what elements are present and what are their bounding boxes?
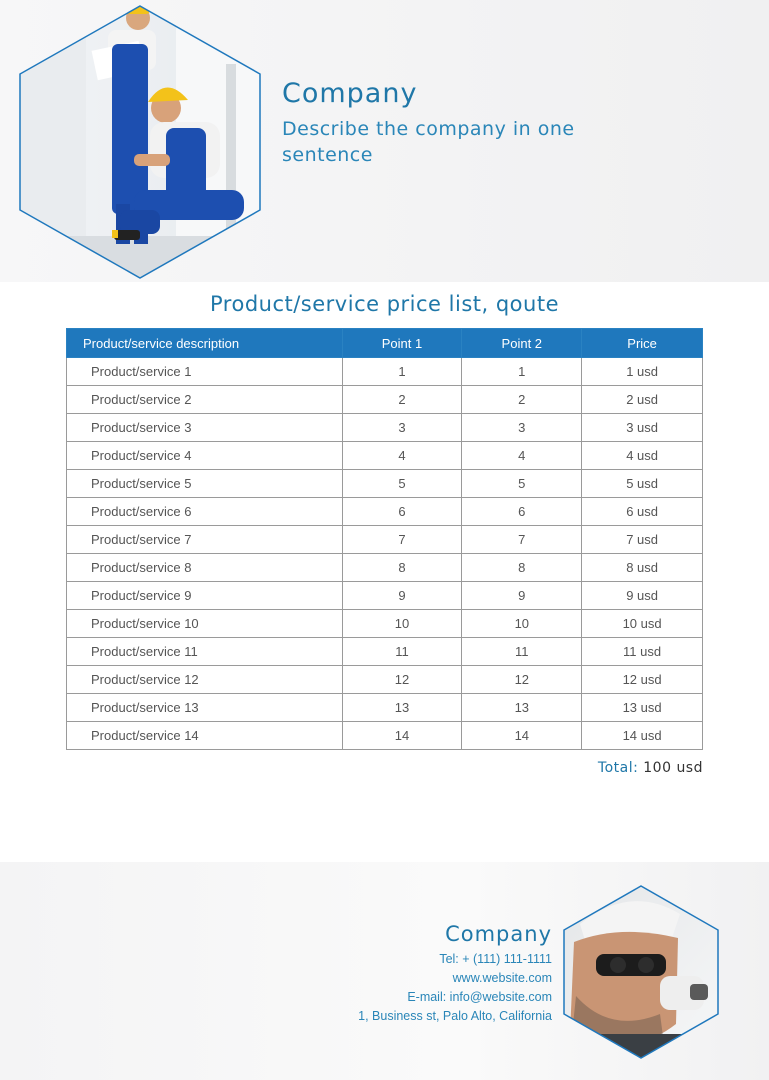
cell-price: 8 usd — [582, 554, 703, 582]
cell-description: Product/service 1 — [67, 358, 343, 386]
cell-point-2: 3 — [462, 414, 582, 442]
table-row — [67, 610, 703, 638]
cell-description: Product/service 12 — [67, 666, 343, 694]
cell-price: 5 usd — [582, 470, 703, 498]
table-row — [67, 414, 703, 442]
price-list-title: Product/service price list, qoute — [210, 292, 559, 316]
table-row — [67, 722, 703, 750]
cell-point-2: 11 — [462, 638, 582, 666]
cell-point-1: 8 — [342, 554, 462, 582]
company-tagline: Describe the company in one sentence — [282, 118, 575, 166]
column-header-price: Price — [582, 329, 703, 358]
cell-price: 12 usd — [582, 666, 703, 694]
cell-description: Product/service 2 — [67, 386, 343, 414]
footer-website: www.website.com — [452, 971, 552, 985]
cell-price: 6 usd — [582, 498, 703, 526]
table-row — [67, 554, 703, 582]
table-row — [67, 638, 703, 666]
column-header-point-2: Point 2 — [462, 329, 582, 358]
total-value: 100 usd — [643, 760, 703, 776]
cell-price: 3 usd — [582, 414, 703, 442]
cell-description: Product/service 8 — [67, 554, 343, 582]
column-header-point-1: Point 1 — [342, 329, 462, 358]
cell-point-1: 13 — [342, 694, 462, 722]
table-row — [67, 666, 703, 694]
cell-point-1: 10 — [342, 610, 462, 638]
footer-address: 1, Business st, Palo Alto, California — [358, 1009, 552, 1023]
footer-phone: Tel: + (111) 111-1111 — [439, 952, 552, 966]
table-row — [67, 470, 703, 498]
cell-description: Product/service 11 — [67, 638, 343, 666]
cell-price: 1 usd — [582, 358, 703, 386]
cell-point-1: 2 — [342, 386, 462, 414]
cell-point-1: 4 — [342, 442, 462, 470]
price-table — [66, 328, 703, 750]
company-name: Company — [282, 78, 418, 109]
cell-price: 7 usd — [582, 526, 703, 554]
cell-point-2: 8 — [462, 554, 582, 582]
cell-description: Product/service 9 — [67, 582, 343, 610]
column-header-description: Product/service description — [67, 329, 343, 358]
cell-point-2: 1 — [462, 358, 582, 386]
table-row — [67, 498, 703, 526]
cell-description: Product/service 6 — [67, 498, 343, 526]
cell-point-1: 6 — [342, 498, 462, 526]
cell-point-1: 1 — [342, 358, 462, 386]
cell-point-1: 7 — [342, 526, 462, 554]
cell-description: Product/service 3 — [67, 414, 343, 442]
cell-point-1: 11 — [342, 638, 462, 666]
cell-description: Product/service 5 — [67, 470, 343, 498]
cell-price: 2 usd — [582, 386, 703, 414]
footer-email: E-mail: info@website.com — [407, 990, 552, 1004]
footer-contact — [358, 922, 552, 1026]
cell-price: 11 usd — [582, 638, 703, 666]
cell-point-1: 14 — [342, 722, 462, 750]
cell-point-2: 6 — [462, 498, 582, 526]
cell-point-2: 14 — [462, 722, 582, 750]
cell-point-1: 3 — [342, 414, 462, 442]
cell-point-2: 5 — [462, 470, 582, 498]
cell-price: 14 usd — [582, 722, 703, 750]
cell-point-2: 2 — [462, 386, 582, 414]
cell-point-1: 5 — [342, 470, 462, 498]
driller-photo — [560, 884, 722, 1060]
table-row — [67, 582, 703, 610]
cell-description: Product/service 4 — [67, 442, 343, 470]
cell-description: Product/service 10 — [67, 610, 343, 638]
cell-description: Product/service 13 — [67, 694, 343, 722]
cell-point-2: 13 — [462, 694, 582, 722]
cell-price: 9 usd — [582, 582, 703, 610]
table-row — [67, 386, 703, 414]
table-row — [67, 442, 703, 470]
cell-description: Product/service 14 — [67, 722, 343, 750]
cell-point-2: 10 — [462, 610, 582, 638]
total-line — [598, 760, 703, 776]
cell-point-2: 12 — [462, 666, 582, 694]
table-row — [67, 358, 703, 386]
cell-point-2: 9 — [462, 582, 582, 610]
table-row — [67, 694, 703, 722]
footer-company-name: Company — [445, 922, 552, 946]
cell-point-2: 4 — [462, 442, 582, 470]
cell-point-2: 7 — [462, 526, 582, 554]
total-label: Total: — [597, 760, 639, 776]
cell-description: Product/service 7 — [67, 526, 343, 554]
workers-photo — [16, 4, 264, 280]
table-row — [67, 526, 703, 554]
cell-point-1: 12 — [342, 666, 462, 694]
table-header-row — [67, 329, 703, 358]
cell-price: 4 usd — [582, 442, 703, 470]
cell-price: 10 usd — [582, 610, 703, 638]
cell-point-1: 9 — [342, 582, 462, 610]
cell-price: 13 usd — [582, 694, 703, 722]
